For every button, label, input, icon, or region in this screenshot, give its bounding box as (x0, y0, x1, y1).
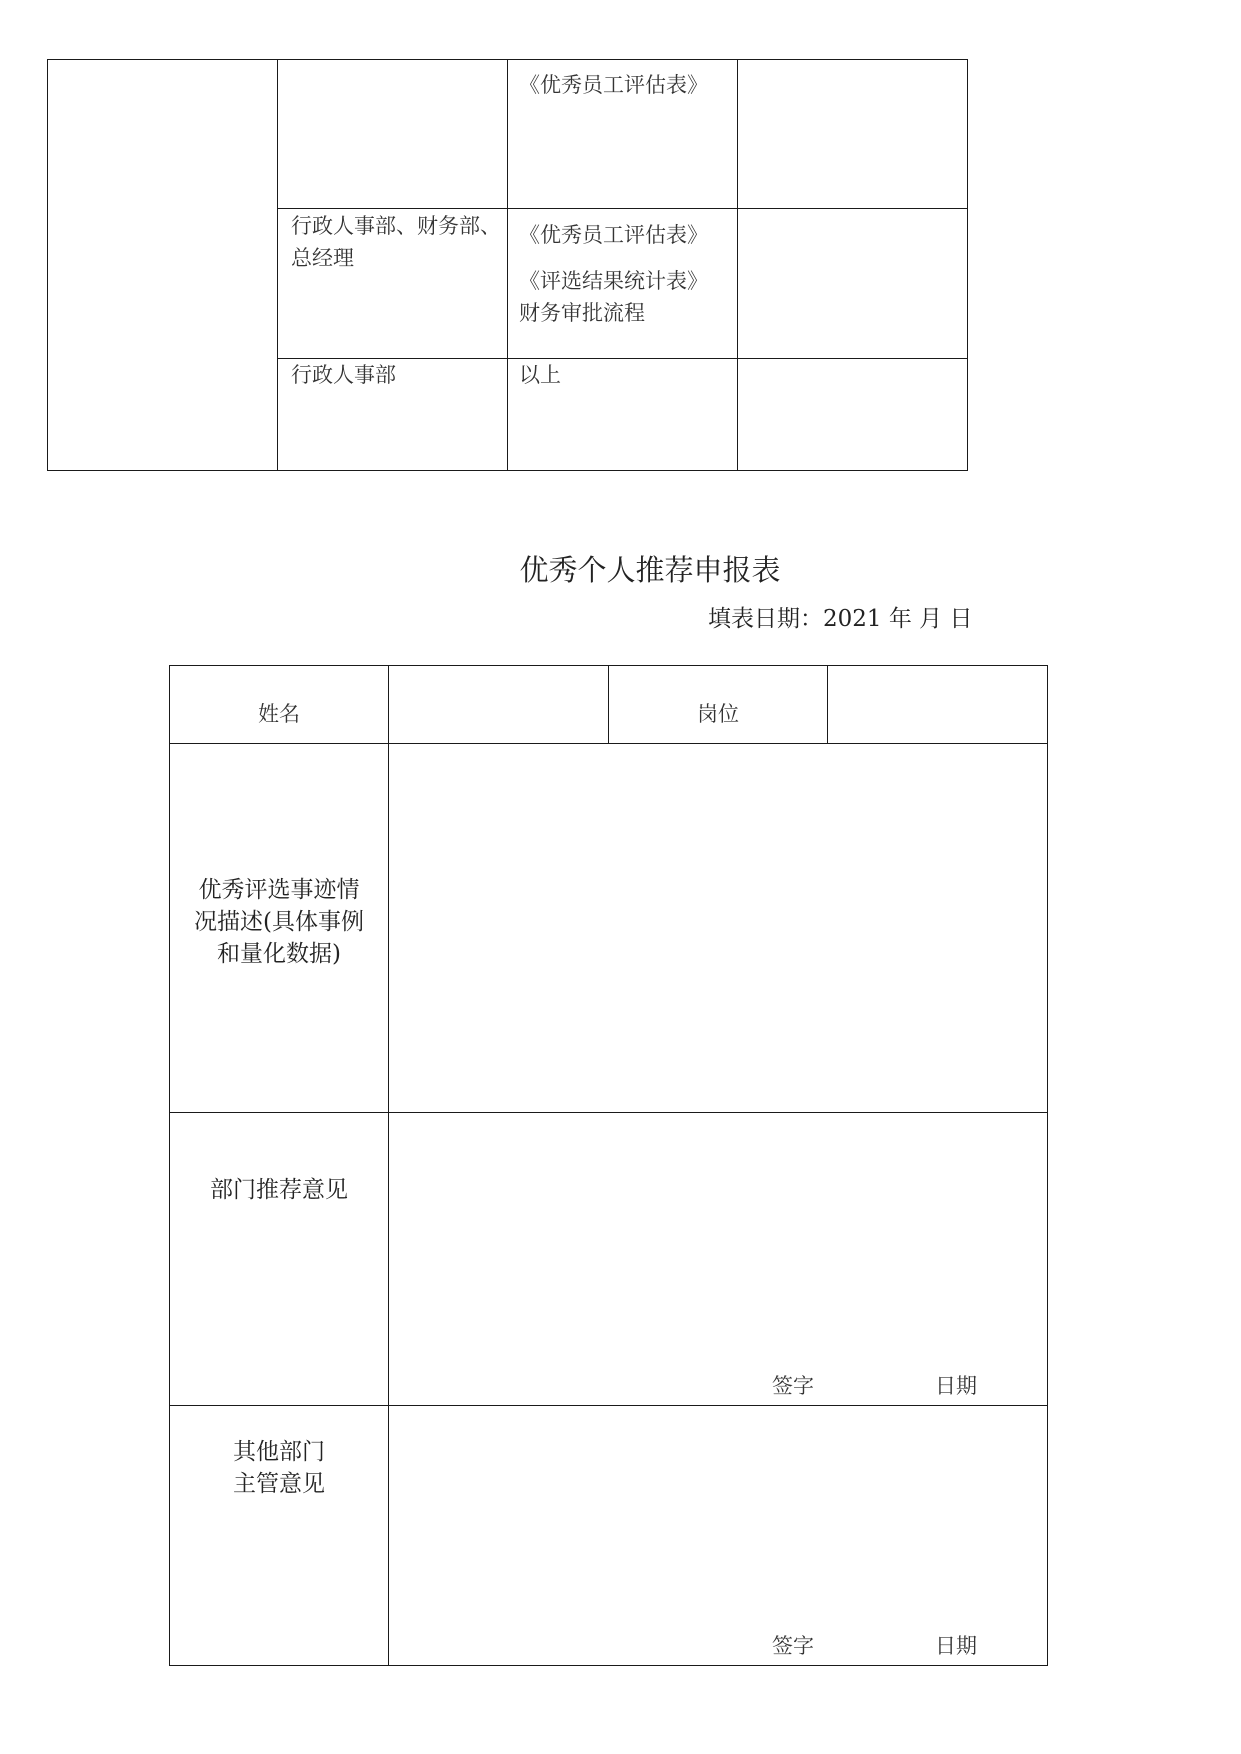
table-border (507, 59, 508, 471)
table-border (277, 208, 968, 209)
table-border (1047, 665, 1048, 1666)
department-text: 总经理 (291, 246, 354, 270)
other-opinion-field[interactable] (390, 1407, 1046, 1664)
fill-date (708, 600, 972, 633)
department-cell (291, 210, 501, 274)
dept-opinion-field[interactable] (390, 1114, 1046, 1404)
date-label-text: 日期 (935, 1374, 977, 1398)
dept-opinion-label-text: 部门推荐意见 (210, 1177, 348, 1203)
material-text: 《评选结果统计表》 (519, 269, 708, 293)
sign-label (772, 1370, 814, 1402)
other-opinion-label-text: 主管意见 (233, 1471, 325, 1497)
other-opinion-label (170, 1436, 388, 1500)
table-border (388, 665, 389, 1666)
sign-label-text: 签字 (772, 1634, 814, 1658)
date-label-text: 日期 (935, 1634, 977, 1658)
material-cell (519, 69, 708, 101)
date-label (935, 1370, 977, 1402)
name-label (170, 698, 388, 730)
achievement-label-text: 优秀评选事迹情 (198, 877, 360, 903)
sign-label-text: 签字 (772, 1374, 814, 1398)
material-text: 财务审批流程 (519, 301, 645, 325)
table-border (169, 1112, 1048, 1113)
position-label-text: 岗位 (697, 702, 739, 726)
material-cell (519, 265, 708, 329)
form-title (400, 548, 900, 589)
achievement-label (170, 874, 388, 970)
table-border (47, 59, 48, 471)
table-border (967, 59, 968, 471)
table-border (169, 743, 1048, 744)
name-label-text: 姓名 (258, 702, 300, 726)
department-text: 行政人事部、财务部、 (291, 214, 501, 238)
position-label (609, 698, 827, 730)
form-title-text: 优秀个人推荐申报表 (519, 553, 781, 587)
material-cell (519, 219, 708, 251)
table-border (277, 59, 278, 471)
department-text: 行政人事部 (291, 363, 396, 387)
position-field[interactable] (829, 667, 1046, 742)
table-border (169, 1665, 1048, 1666)
material-cell (519, 359, 561, 391)
dept-opinion-label (170, 1174, 388, 1206)
fill-date-text: 填表日期：2021 年 月 日 (708, 606, 973, 632)
other-opinion-label-text: 其他部门 (233, 1439, 325, 1465)
department-cell (291, 359, 396, 391)
date-label (935, 1630, 977, 1662)
table-border (169, 1405, 1048, 1406)
achievement-field[interactable] (390, 745, 1046, 1111)
table-border (827, 665, 828, 744)
table-border (169, 665, 170, 1666)
material-text: 以上 (519, 363, 561, 387)
material-text: 《优秀员工评估表》 (519, 223, 708, 247)
table-border (737, 59, 738, 471)
sign-label (772, 1630, 814, 1662)
name-field[interactable] (390, 667, 607, 742)
achievement-label-text: 和量化数据) (217, 941, 341, 967)
achievement-label-text: 况描述(具体事例 (194, 909, 364, 935)
material-text: 《优秀员工评估表》 (519, 73, 708, 97)
